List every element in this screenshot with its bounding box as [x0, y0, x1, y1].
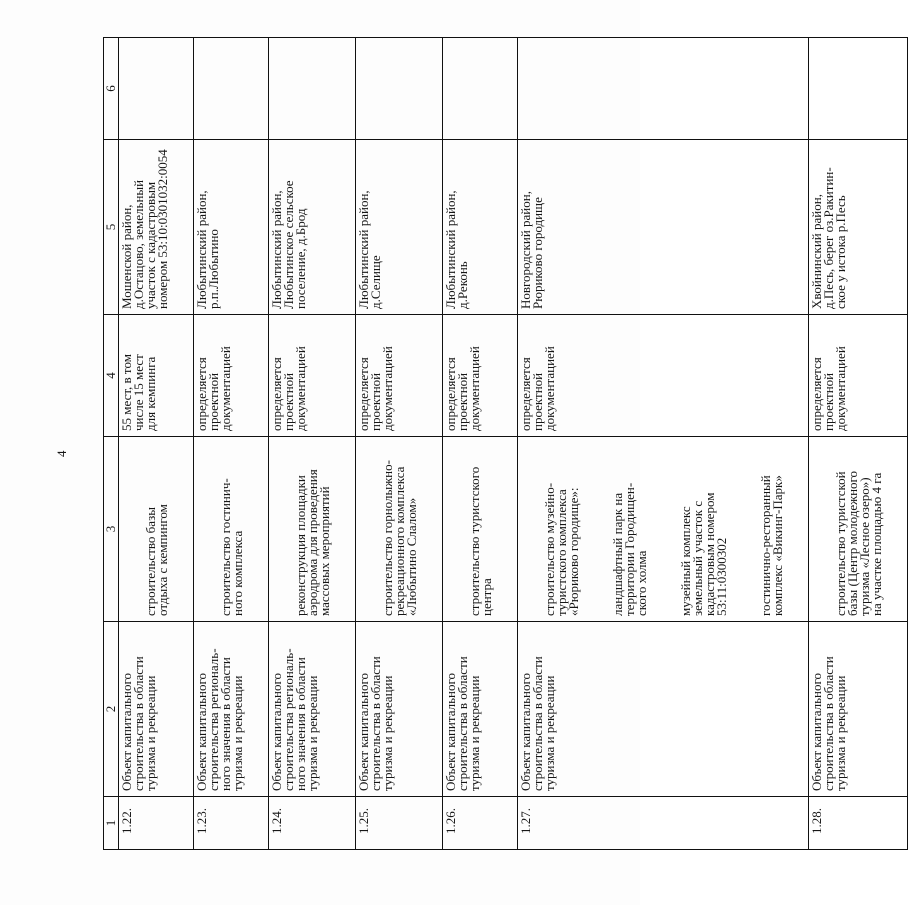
table-row: [194, 38, 269, 850]
object-type-cell: Объект капитального строительства региональ- ного значения в области туризма и рекреации: [194, 622, 269, 797]
location-cell: Хвойнинский район, д.Песь, берег оз.Ракитин- ское у истока р.Песь: [809, 140, 908, 315]
location-cell: Любытинский район, Любытинское сельское поселение, д.Брод: [269, 140, 356, 315]
column-number-2: 2: [104, 622, 119, 797]
row-number-cell: 1.26.: [443, 797, 518, 850]
capacity-cell: определяется проектной документацией: [356, 315, 443, 437]
measure-cell: [443, 437, 518, 622]
table-header-row: [104, 38, 119, 850]
measure-cell: [518, 437, 809, 622]
measure-text: строительство горнолыжно- рекреационного комплекса «Любытино Слалом»: [380, 460, 419, 616]
table-row: [356, 38, 443, 850]
measure-text: строительство гостинич- ного комплекса: [218, 478, 245, 616]
column-number-1: 1: [104, 797, 119, 850]
table-row: [518, 38, 809, 850]
location-cell: Новгородский район, Рюриково городище: [518, 140, 809, 315]
location-cell: Любытинский район, д.Селище: [356, 140, 443, 315]
measure-cell: [809, 437, 908, 622]
row-number-cell: 1.25.: [356, 797, 443, 850]
empty-cell: [443, 38, 518, 140]
measure-text: строительство туристской базы (Центр молодежного туризма «Лесное озеро») на участке площадью 4 га: [833, 470, 884, 616]
empty-cell: [269, 38, 356, 140]
measure-subitem: ландшафтный парк на территории Городищен- ского холма: [610, 482, 649, 616]
table-row: [809, 38, 908, 850]
object-type-cell: Объект капитального строительства в области туризма и рекреации: [518, 622, 809, 797]
capacity-cell: определяется проектной документацией: [518, 315, 809, 437]
measure-cell: [194, 437, 269, 622]
rotated-page-content: [50, 38, 884, 850]
object-type-cell: Объект капитального строительства в области туризма и рекреации: [356, 622, 443, 797]
row-number-cell: 1.23.: [194, 797, 269, 850]
capacity-cell: определяется проектной документацией: [269, 315, 356, 437]
measure-text: реконструкция площадки аэродрома для проведения массовых мероприятий: [293, 469, 332, 616]
object-type-cell: Объект капитального строительства в области туризма и рекреации: [809, 622, 908, 797]
capacity-cell: определяется проектной документацией: [809, 315, 908, 437]
capacity-cell: определяется проектной документацией: [194, 315, 269, 437]
measure-text: строительство музейно- туристского комплекса «Рюриково городище»:: [542, 482, 581, 616]
row-number-cell: 1.24.: [269, 797, 356, 850]
measure-cell: [119, 437, 194, 622]
empty-cell: [809, 38, 908, 140]
planned-objects-table: [103, 37, 908, 850]
object-type-cell: Объект капитального строительства в области туризма и рекреации: [443, 622, 518, 797]
row-number-cell: 1.28.: [809, 797, 908, 850]
column-number-6: 6: [104, 38, 119, 140]
measure-cell: [269, 437, 356, 622]
capacity-cell: определяется проектной документацией: [443, 315, 518, 437]
empty-cell: [119, 38, 194, 140]
table-row: [269, 38, 356, 850]
object-type-cell: Объект капитального строительства в области туризма и рекреации: [119, 622, 194, 797]
empty-cell: [356, 38, 443, 140]
measure-text: строительство базы отдыха с кемпингом: [143, 504, 170, 616]
row-number-cell: 1.27.: [518, 797, 809, 850]
location-cell: Мошенской район, д.Остацово, земельный участок с кадастровым номером 53:10:0301032:0054: [119, 140, 194, 315]
column-number-3: 3: [104, 437, 119, 622]
table-row: [443, 38, 518, 850]
column-number-4: 4: [104, 315, 119, 437]
column-number-5: 5: [104, 140, 119, 315]
location-cell: Любытинский район, р.п.Любытино: [194, 140, 269, 315]
capacity-cell: 55 мест, в том числе 15 мест для кемпинга: [119, 315, 194, 437]
measure-text: строительство туристского центра: [467, 466, 494, 616]
page-number: 4: [54, 450, 69, 457]
object-type-cell: Объект капитального строительства региональ- ного значения в области туризма и рекреации: [269, 622, 356, 797]
table-row: [119, 38, 194, 850]
empty-cell: [518, 38, 809, 140]
empty-cell: [194, 38, 269, 140]
measure-cell: [356, 437, 443, 622]
location-cell: Любытинский район, д.Реконь: [443, 140, 518, 315]
measure-subitem: гостинично-ресторанный комплекс «Викинг-Парк»: [758, 475, 785, 616]
row-number-cell: 1.22.: [119, 797, 194, 850]
measure-subitem: музейный комплекс земельный участок с кадастровым номером 53:11:0300302: [678, 492, 729, 616]
